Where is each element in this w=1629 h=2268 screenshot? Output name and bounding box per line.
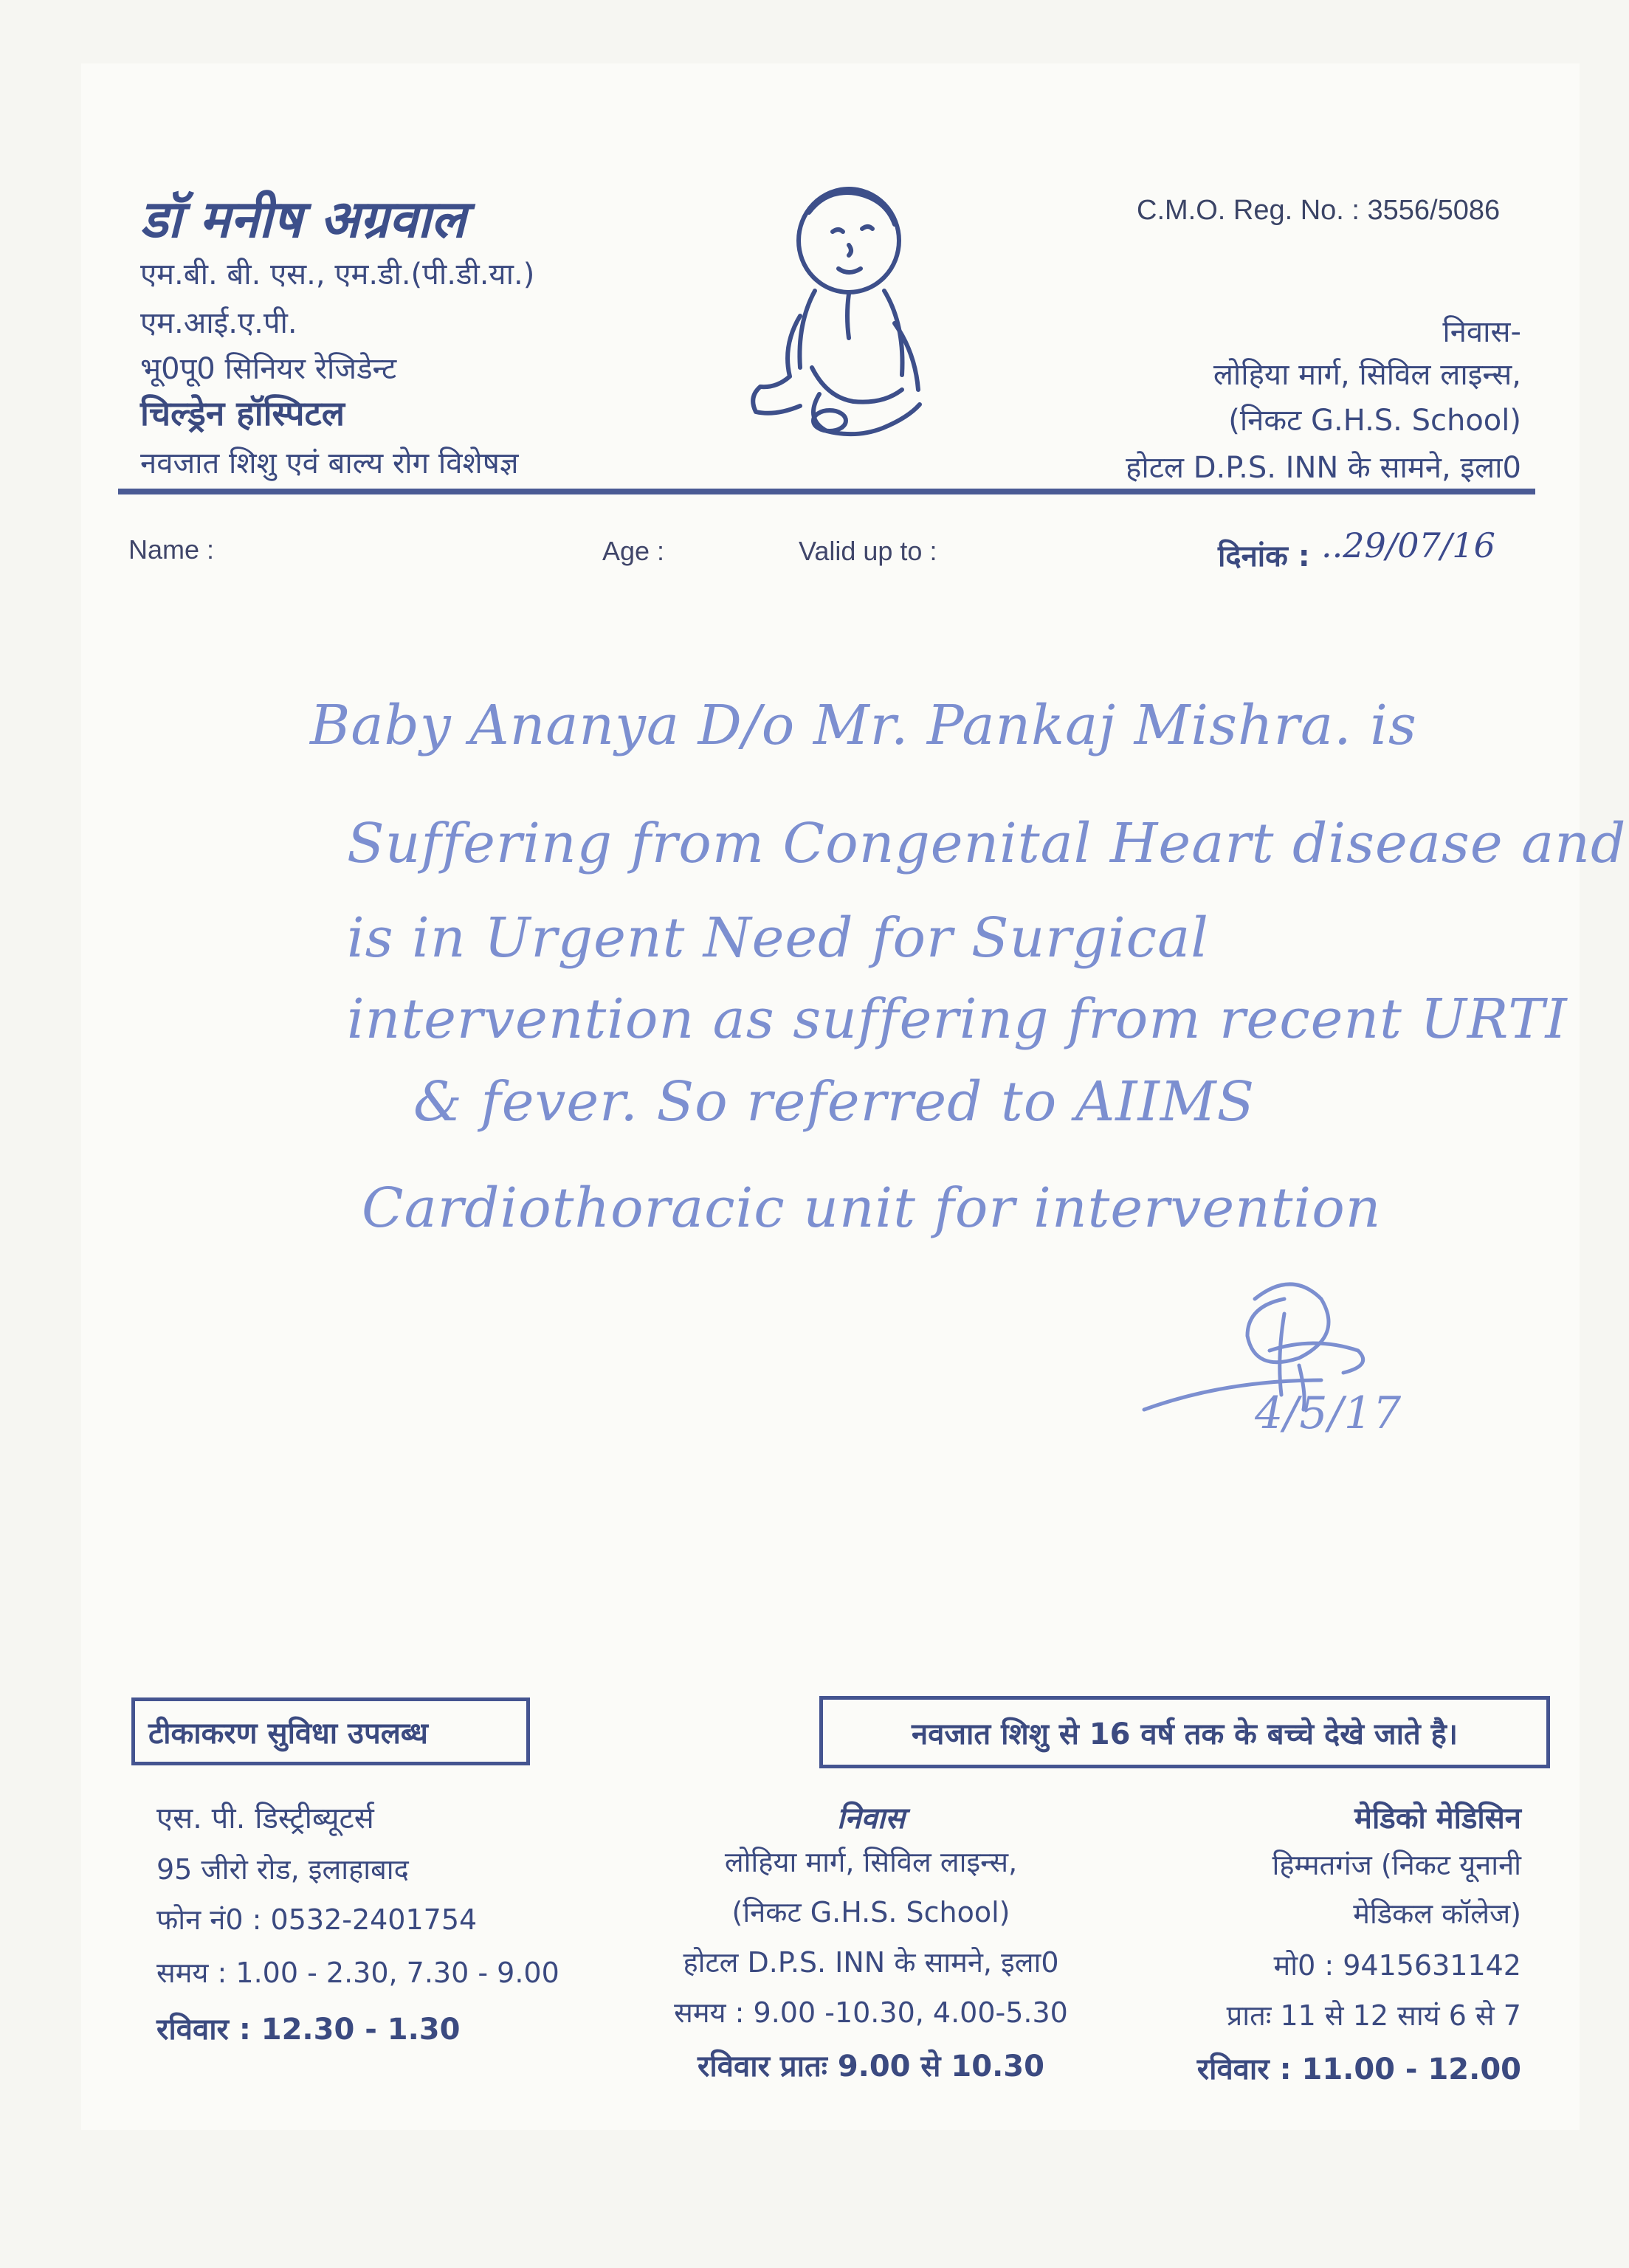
footer-left-timing: समय : 1.00 - 2.30, 7.30 - 9.00 [156,1957,559,1989]
footer-center-title: निवास [836,1802,906,1836]
specialty: नवजात शिशु एवं बाल्य रोग विशेषज्ञ [140,447,519,480]
qualification-1: एम.बी. बी. एस., एम.डी.(पी.डी.या.) [140,258,535,292]
residence-line-1: लोहिया मार्ग, सिविल लाइन्स, [1213,358,1521,392]
date-value: ..29/07/16 [1321,525,1495,565]
handwritten-line: & fever. So referred to AIIMS [413,1070,1256,1134]
vaccination-box: टीकाकरण सुविधा उपलब्ध [131,1697,530,1765]
age-range-box: नवजात शिशु से 16 वर्ष तक के बच्चे देखे जाते है। [819,1696,1550,1768]
footer-right-sunday: रविवार : 11.00 - 12.00 [1196,2052,1521,2086]
footer-center-timing: समय : 9.00 -10.30, 4.00-5.30 [674,1996,1068,2029]
footer-left-title: एस. पी. डिस्ट्रीब्यूटर्स [156,1802,374,1836]
signature-date: 4/5/17 [1255,1388,1402,1439]
footer-right-title: मेडिको मेडिसिन [1354,1802,1521,1836]
valid-up-to-label: Valid up to : [799,536,937,566]
former-post: भू0पू0 सिनियर रेजिडेन्ट [140,352,397,386]
footer-center-sunday: रविवार प्रातः 9.00 से 10.30 [698,2050,1044,2083]
handwritten-line: Baby Ananya D/o Mr. Pankaj Mishra. is [310,694,1417,757]
header-divider [118,489,1535,494]
handwritten-line: Suffering from Congenital Heart disease and [347,812,1627,875]
baby-logo-icon [738,183,960,449]
residence-line-3: होटल D.P.S. INN के सामने, इला0 [1126,451,1521,485]
handwritten-line: is in Urgent Need for Surgical [347,906,1209,970]
footer-right-mobile: मो0 : 9415631142 [1273,1949,1521,1982]
footer-right-line-1: हिम्मतगंज (निकट यूनानी [1272,1849,1521,1881]
qualification-2: एम.आई.ए.पी. [140,306,297,340]
date-label: दिनांक : [1218,540,1310,573]
footer-right-timing: प्रातः 11 से 12 सायं 6 से 7 [1226,1999,1521,2032]
doctor-name: डॉ मनीष अग्रवाल [140,188,466,249]
handwritten-line: Cardiothoracic unit for intervention [362,1176,1382,1240]
footer-right-line-2: मेडिकल कॉलेज) [1353,1898,1521,1930]
age-label: Age : [602,536,665,566]
cmo-reg-no: C.M.O. Reg. No. : 3556/5086 [1137,195,1501,226]
residence-label: निवास- [1442,315,1521,349]
footer-center-line-3: होटल D.P.S. INN के सामने, इला0 [683,1946,1059,1979]
footer-left-sunday: रविवार : 12.30 - 1.30 [156,2013,461,2047]
footer-left-phone: फोन नं0 : 0532-2401754 [156,1903,478,1936]
footer-center-line-2: (निकट G.H.S. School) [731,1896,1010,1929]
footer-left-address: 95 जीरो रोड, इलाहाबाद [156,1853,409,1886]
handwritten-line: intervention as suffering from recent URTI [347,987,1568,1051]
name-label: Name : [128,534,215,565]
residence-line-2: (निकट G.H.S. School) [1228,404,1521,438]
footer-center-line-1: लोहिया मार्ग, सिविल लाइन्स, [724,1846,1018,1878]
hospital-name: चिल्ड्रेन हॉस्पिटल [140,393,345,433]
